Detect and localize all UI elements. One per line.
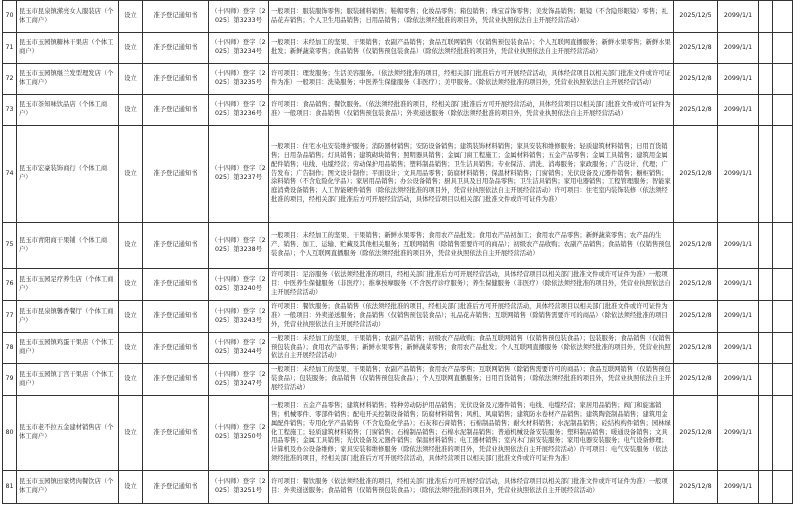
table-row (3, 95, 793, 126)
document-number: （十四师）登字〔2025〕第3235号 (209, 64, 269, 95)
row-number: 80 (3, 396, 17, 471)
document-number: （十四师）登字〔2025〕第3251号 (209, 471, 269, 504)
blank-cell (773, 1, 793, 33)
valid-until: 2099/1/1 (718, 1, 759, 33)
business-name: 昆玉市玉园镇鸡蛋干果店（个体工商户） (17, 333, 119, 364)
registration-type: 设立 (119, 1, 143, 33)
registration-date: 2025/12/8 (674, 333, 718, 364)
registration-type: 设立 (119, 471, 143, 504)
valid-until: 2099/1/1 (718, 269, 759, 301)
business-scope: 许可项目：餐饮服务（依法须经批准的项目，经相关部门批准后方可开展经营活动，具体经营项目以相关部门批准文件或许可证件为准）一般项目：外卖递送服务；食品销售（仅销售预包装食品）；（除依法须经批准的项目外，凭营业执照依法自主开展经营活动） (269, 471, 674, 504)
valid-until: 2099/1/1 (718, 396, 759, 471)
document-type: 准予登记通知书 (143, 471, 209, 504)
valid-until: 2099/1/1 (718, 301, 759, 333)
business-scope: 一般项目：未经加工的坚果、干果销售；农副产品销售；食用农产品零售；互联网销售（除销售需要许可的商品）；食品互联网销售（仅销售预包装食品）；包装服务；食品销售（仅销售预包装食品）；个人互联网直播服务；日用百货销售；（除依法须经批准的项目外，凭营业执照依法自主开展经营活动） (269, 364, 674, 396)
business-scope: 一般项目：未经加工的坚果、干果销售；农副产品销售；食品互联网销售（仅销售预包装食品）；个人互联网直播服务；新鲜水果零售；新鲜水果批发；新鲜蔬菜零售；食品销售（仅销售预包装食品）（除依法须经批准的项目外，凭营业执照依法自主开展经营活动） (269, 33, 674, 64)
registration-date: 2025/12/8 (674, 301, 718, 333)
blank-cell (773, 396, 793, 471)
business-name: 昆玉市昆泉镇馨香餐厅（个体工商户） (17, 301, 119, 333)
row-number: 77 (3, 301, 17, 333)
row-number: 75 (3, 223, 17, 269)
document-number: （十四师）登字〔2025〕第3243号 (209, 301, 269, 333)
registration-date: 2025/12/8 (674, 223, 718, 269)
business-scope: 一般项目：未经加工的坚果、干果销售；新鲜水果零售；食用农产品批发；食用农产品初加工；食用农产品零售；新鲜蔬菜零售；农产品的生产、销售、加工、运输、贮藏及其他相关服务；互联网销售（除销售需要许可的商品）；初级农产品收购；农副产品销售；食品销售（仅销售预包装食品）；个人互联网直播服务（除依法须经批准的项目外，凭营业执照依法自主开展经营活动） (269, 223, 674, 269)
registration-date: 2025/12/8 (674, 471, 718, 504)
business-scope: 许可项目：餐饮服务；食品销售（依法须经批准的项目，经相关部门批准后方可开展经营活动，具体经营项目以相关部门批准文件或许可证件为准）一般项目：外卖递送服务；食品销售（仅销售预包装食品）；礼品花卉销售；互联网销售（除销售需要许可的商品）（除依法须经批准的项目外，凭营业执照依法自主开展经营活动） (269, 301, 674, 333)
table-row (3, 126, 793, 223)
registration-table (2, 0, 793, 504)
business-name: 昆玉市玉园镇糖林干果店（个体工商户） (17, 33, 119, 64)
table-row (3, 269, 793, 301)
business-name: 昆玉市宏豪装饰商行（个体工商户） (17, 126, 119, 223)
document-number: （十四师）登字〔2025〕第3244号 (209, 333, 269, 364)
business-name: 昆玉市玉园镇丁宫干果店（个体工商户） (17, 364, 119, 396)
document-number: （十四师）登字〔2025〕第3236号 (209, 95, 269, 126)
document-type: 准予登记通知书 (143, 301, 209, 333)
business-scope: 许可项目：食品销售；餐饮服务。（依法须经批准的项目，经相关部门批准后方可开展经营活动，具体经营项目以相关部门批准文件或许可证件为准）一般项目：食品销售（仅销售预包装食品）；外卖递送服务（除依法须经批准的项目外，凭营业执照依法自主开展经营活动） (269, 95, 674, 126)
registration-type: 设立 (119, 126, 143, 223)
blank-cell (773, 471, 793, 504)
registration-date: 2025/12/8 (674, 396, 718, 471)
document-type: 准予登记通知书 (143, 333, 209, 364)
document-number: （十四师）登字〔2025〕第3250号 (209, 396, 269, 471)
registration-date: 2025/12/8 (674, 64, 718, 95)
document-number: （十四师）登字〔2025〕第3240号 (209, 269, 269, 301)
blank-cell (759, 364, 773, 396)
valid-until: 2099/1/1 (718, 364, 759, 396)
blank-cell (759, 269, 773, 301)
business-name: 昆玉市老不拉五金建材销售店（个体工商户） (17, 396, 119, 471)
registration-date: 2025/12/8 (674, 364, 718, 396)
blank-cell (759, 1, 773, 33)
registration-type: 设立 (119, 301, 143, 333)
business-scope: 一般项目：五金产品零售；建筑材料销售；特种劳动防护用品销售；光伏设备及元器件销售；电线、电缆经营；家居用品销售；阀门和旋塞销售；机械零件、零部件销售；配电开关控制设备销售；防腐材料销售；风机、风扇销售；建筑防水卷材产品销售；建筑陶瓷制品销售；建筑用金属配件销售；专用化学产品销售（不含危险化学品）；石灰和石膏销售；石棉制品销售；耐火材料销售；水泥制品销售；砼结构构件销售；园林绿化工程施工；轻质建筑材料销售；门窗销售；石棉制品销售；石棉水泥制品销售；普通机械设备安装服务；塑料制品销售；暖通设备销售；文具用品零售；金属工具销售；光伏设备及元器件销售；保温材料销售；电工器材销售；室内木门窗安装服务；家用电器安装服务；电气设备修理；计算机及办公设备维修；家具安装和维修服务（除依法须经批准的项目外，凭营业执照依法自主开展经营活动）许可项目：电气安装服务（依法须经批准的项目，经相关部门批准后方可开展经营活动，具体经营项目以相关部门批准文件或许可证件为准） (269, 396, 674, 471)
business-name: 昆玉市玉园足疗养生店（个体工商户） (17, 269, 119, 301)
table-row (3, 471, 793, 504)
blank-cell (773, 364, 793, 396)
document-number: （十四师）登字〔2025〕第3234号 (209, 33, 269, 64)
row-number: 73 (3, 95, 17, 126)
document-type: 准予登记通知书 (143, 223, 209, 269)
registration-type: 设立 (119, 33, 143, 64)
document-type: 准予登记通知书 (143, 396, 209, 471)
document-type: 准予登记通知书 (143, 269, 209, 301)
row-number: 78 (3, 333, 17, 364)
blank-cell (759, 33, 773, 64)
blank-cell (773, 95, 793, 126)
blank-cell (773, 126, 793, 223)
blank-cell (759, 126, 773, 223)
blank-cell (759, 333, 773, 364)
registration-type: 设立 (119, 396, 143, 471)
valid-until: 2099/1/1 (718, 333, 759, 364)
blank-cell (773, 223, 793, 269)
blank-cell (773, 64, 793, 95)
valid-until: 2099/1/1 (718, 471, 759, 504)
valid-until: 2099/1/1 (718, 223, 759, 269)
document-number: （十四师）登字〔2025〕第3233号 (209, 1, 269, 33)
blank-cell (773, 333, 793, 364)
table-row (3, 301, 793, 333)
registration-date: 2025/12/8 (674, 33, 718, 64)
table-row (3, 1, 793, 33)
registration-date: 2025/12/8 (674, 126, 718, 223)
blank-cell (759, 64, 773, 95)
registration-type: 设立 (119, 223, 143, 269)
table-row (3, 396, 793, 471)
blank-cell (759, 471, 773, 504)
valid-until: 2099/1/1 (718, 64, 759, 95)
row-number: 72 (3, 64, 17, 95)
business-name: 昆玉市昆泉镇潆亮女人服装店（个体工商户） (17, 1, 119, 33)
blank-cell (773, 269, 793, 301)
registration-type: 设立 (119, 269, 143, 301)
document-type: 准予登记通知书 (143, 1, 209, 33)
registration-type: 设立 (119, 64, 143, 95)
business-name: 昆玉市玉园镇田家烤肉餐饮店（个体工商户） (17, 471, 119, 504)
registration-date: 2025/12/8 (674, 95, 718, 126)
registration-type: 设立 (119, 95, 143, 126)
business-scope: 许可项目：理发服务；生活美容服务。（依法须经批准的项目，经相关部门批准后方可开展经营活动，具体经营项目以相关部门批准文件或许可证件为准）一般项目：洗染服务；中医养生保健服务（非医疗）；美甲服务。（除依法须经批准的项目外，凭营业执照依法自主开展经营活动） (269, 64, 674, 95)
blank-cell (773, 301, 793, 333)
document-number: （十四师）登字〔2025〕第3247号 (209, 364, 269, 396)
valid-until: 2099/1/1 (718, 33, 759, 64)
registration-date: 2025/12/8 (674, 269, 718, 301)
business-scope: 一般项目：未经加工的坚果、干果销售；农副产品销售；初级农产品收购；食品互联网销售（仅销售预包装食品）；包装服务；食品销售（仅销售预包装食品）；食用农产品零售；新鲜水果零售；新鲜蔬菜零售；食用农产品批发；个人互联网直播服务（除依法须经批准的项目外，凭营业执照依法自主开展经营活动） (269, 333, 674, 364)
row-number: 76 (3, 269, 17, 301)
business-scope: 一般项目：服装服饰零售；服装辅料销售；鞋帽零售；化妆品零售；箱包销售；珠宝首饰零售；美发饰品销售；眼镜（不含隐形眼镜）零售；礼品花卉销售；个人卫生用品销售；日用品销售；（除依法须经批准的项目外，凭营业执照依法自主开展经营活动） (269, 1, 674, 33)
document-number: （十四师）登字〔2025〕第3237号 (209, 126, 269, 223)
row-number: 71 (3, 33, 17, 64)
table-row (3, 33, 793, 64)
registration-type: 设立 (119, 333, 143, 364)
business-scope: 一般项目：住宅水电安装维护服务；消防器材销售；安防设备销售；建筑装饰材料销售；家具安装和维修服务；轻质建筑材料销售；日用百货销售；日用杂品销售；灯具销售；建筑砌块销售；照明器具销售；金属门窗工程施工；金属材料销售；五金产品零售；金属工具销售；建筑用金属配件销售；电线、电缆经营；劳动保护用品销售；塑料制品销售；卫生洁具销售；专业保洁、清洗、消毒服务；家政服务；广告设计、代理；广告发布；广告制作；图文设计制作；平面设计；文具用品零售；防腐材料销售；保温材料销售；门窗销售；光伏设备及元器件销售；橱柜销售；涂料销售（不含危险化学品）；家居用品销售；办公设备销售；厨具卫具及日用杂品零售；卫生洁具销售；家用电器销售；工程管理服务；智能家庭消费设备销售；人工智能硬件销售（除依法须经批准的项目外，凭营业执照依法自主开展经营活动）许可项目：住宅室内装饰装修（依法须经批准的项目，经相关部门批准后方可开展经营活动，具体经营项目以相关部门批准文件或许可证件为准） (269, 126, 674, 223)
table-row (3, 333, 793, 364)
row-number: 74 (3, 126, 17, 223)
row-number: 79 (3, 364, 17, 396)
business-scope: 许可项目：足浴服务（依法须经批准的项目，经相关部门批准后方可开展经营活动，具体经营项目以相关部门批准文件或许可证件为准）一般项目：中医养生保健服务（非医疗）；推拿按摩服务（不含医疗诊疗服务）；养生保健服务（非医疗）（除依法须经批准的项目外，凭营业执照依法自主开展经营活动） (269, 269, 674, 301)
document-type: 准予登记通知书 (143, 33, 209, 64)
table-row (3, 364, 793, 396)
document-type: 准予登记通知书 (143, 364, 209, 396)
business-name: 昆玉市青阳商干果铺（个体工商户） (17, 223, 119, 269)
registration-date: 2025/12/5 (674, 1, 718, 33)
blank-cell (759, 396, 773, 471)
business-name: 昆玉市玉园镇继兰发型理发店（个体工商户） (17, 64, 119, 95)
valid-until: 2099/1/1 (718, 95, 759, 126)
row-number: 81 (3, 471, 17, 504)
table-row (3, 223, 793, 269)
registration-type: 设立 (119, 364, 143, 396)
valid-until: 2099/1/1 (718, 126, 759, 223)
business-name: 昆玉市茶知味饮品店（个体工商户） (17, 95, 119, 126)
blank-cell (759, 301, 773, 333)
row-number: 70 (3, 1, 17, 33)
document-type: 准予登记通知书 (143, 126, 209, 223)
blank-cell (773, 33, 793, 64)
table-row (3, 64, 793, 95)
document-type: 准予登记通知书 (143, 64, 209, 95)
blank-cell (759, 95, 773, 126)
blank-cell (759, 223, 773, 269)
document-number: （十四师）登字〔2025〕第3238号 (209, 223, 269, 269)
document-type: 准予登记通知书 (143, 95, 209, 126)
